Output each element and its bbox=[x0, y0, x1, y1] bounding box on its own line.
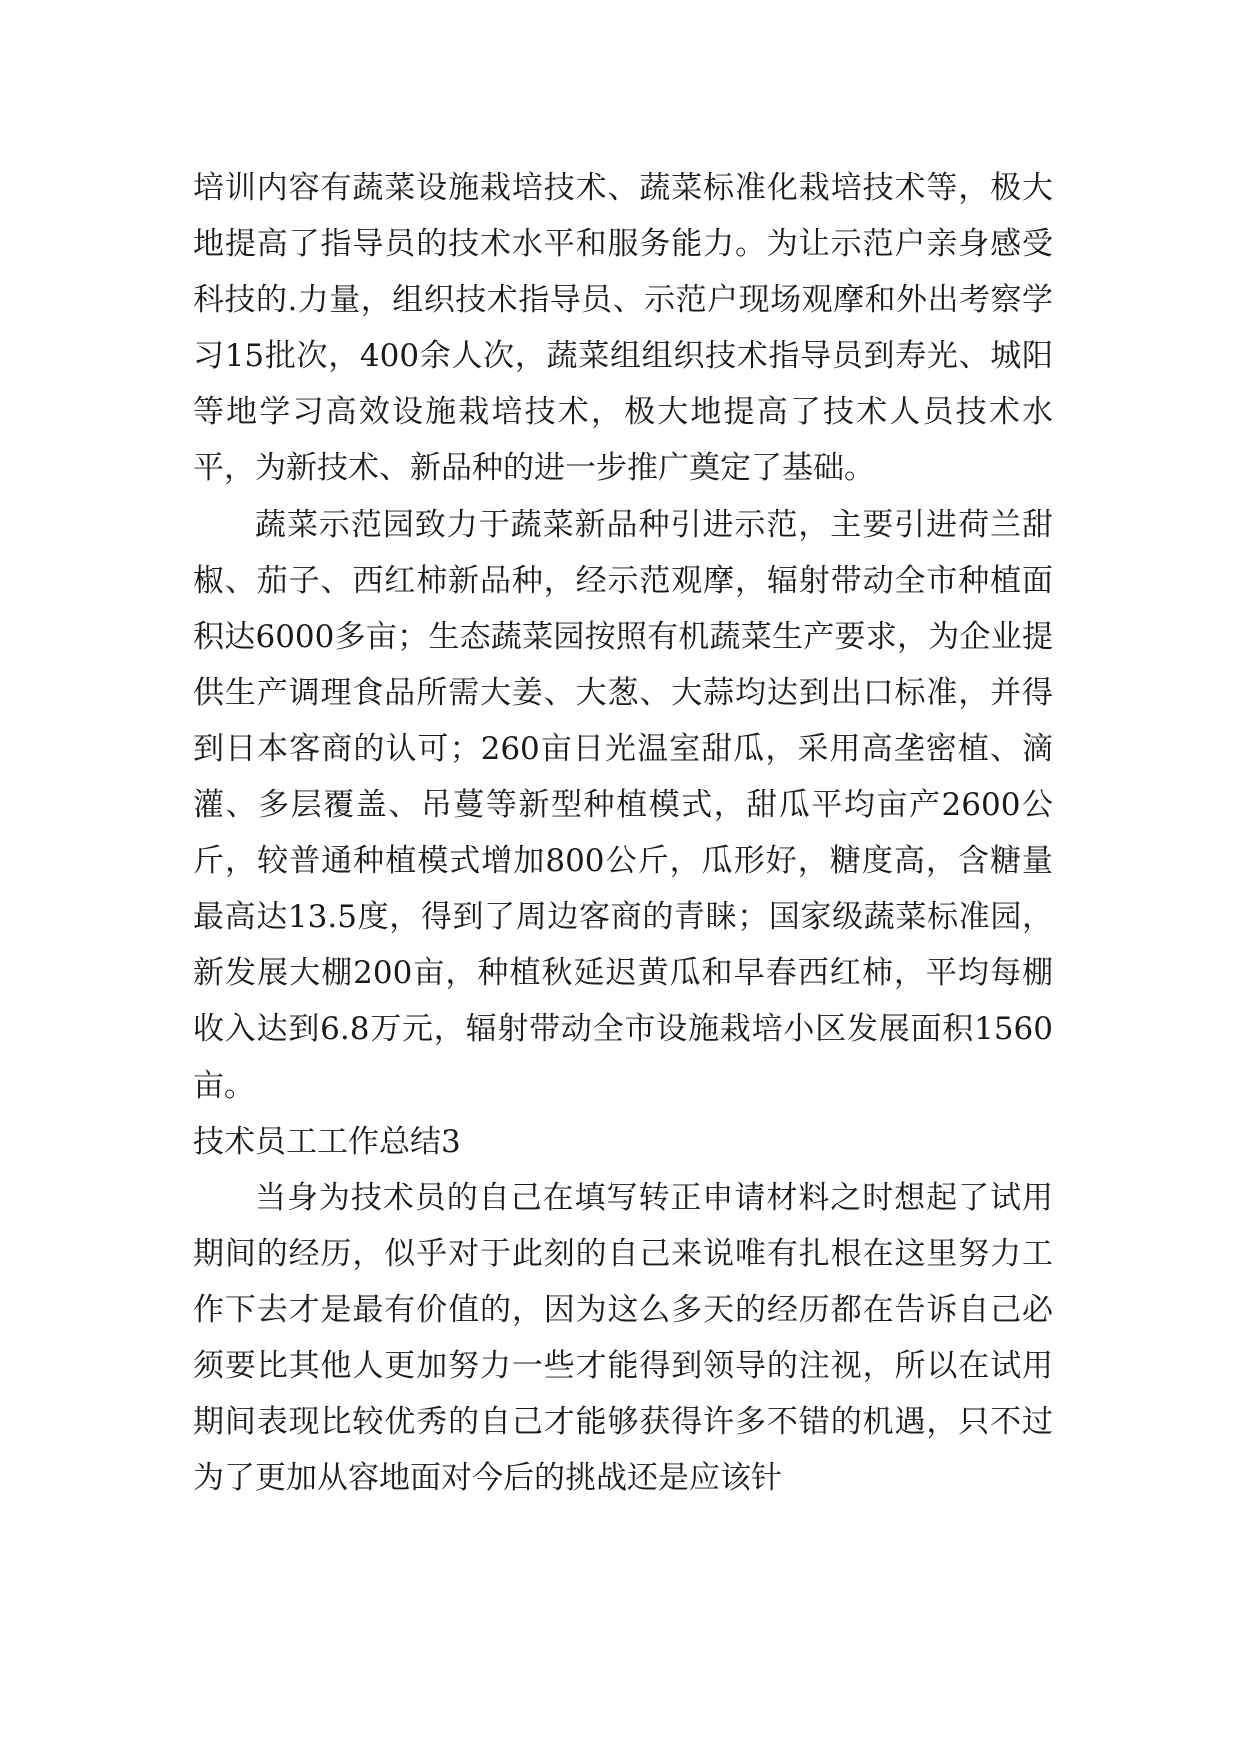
paragraph-demo-garden: 蔬菜示范园致力于蔬菜新品种引进示范，主要引进荷兰甜椒、茄子、西红柿新品种，经示范观摩，辐射带动全市种植面积达6000多亩；生态蔬菜园按照有机蔬菜生产要求，为企业提供生产调理食品所需大姜、大葱、大蒜均达到出口标准，并得到日本客商的认可；260亩日光温室甜瓜，采用高垄密植、滴灌、多层覆盖、吊蔓等新型种植模式，甜瓜平均亩产2600公斤，较普通种植模式增加800公斤，瓜形好，糖度高，含糖量最高达13.5度，得到了周边客商的青睐；国家级蔬菜标准园，新发展大棚200亩，种植秋延迟黄瓜和早春西红柿，平均每棚收入达到6.8万元，辐射带动全市设施栽培小区发展面积1560亩。 bbox=[193, 506, 1053, 1104]
document-body bbox=[193, 160, 1053, 1506]
section-heading: 技术员工工作总结3 bbox=[193, 1123, 461, 1160]
paragraph-training: 培训内容有蔬菜设施栽培技术、蔬菜标准化栽培技术等，极大地提高了指导员的技术水平和服务能力。为让示范户亲身感受科技的.力量，组织技术指导员、示范户现场观摩和外出考察学习15批次，400余人次，蔬菜组组织技术指导员到寿光、城阳等地学习高效设施栽培技术，极大地提高了技术人员技术水平，为新技术、新品种的进一步推广奠定了基础。 bbox=[193, 170, 1053, 487]
paragraph-probation: 当身为技术员的自己在填写转正申请材料之时想起了试用期间的经历，似乎对于此刻的自己来说唯有扎根在这里努力工作下去才是最有价值的，因为这么多天的经历都在告诉自己必须要比其他人更加努力一些才能得到领导的注视，所以在试用期间表现比较优秀的自己才能够获得许多不错的机遇，只不过为了更加从容地面对今后的挑战还是应该针 bbox=[193, 1179, 1053, 1497]
